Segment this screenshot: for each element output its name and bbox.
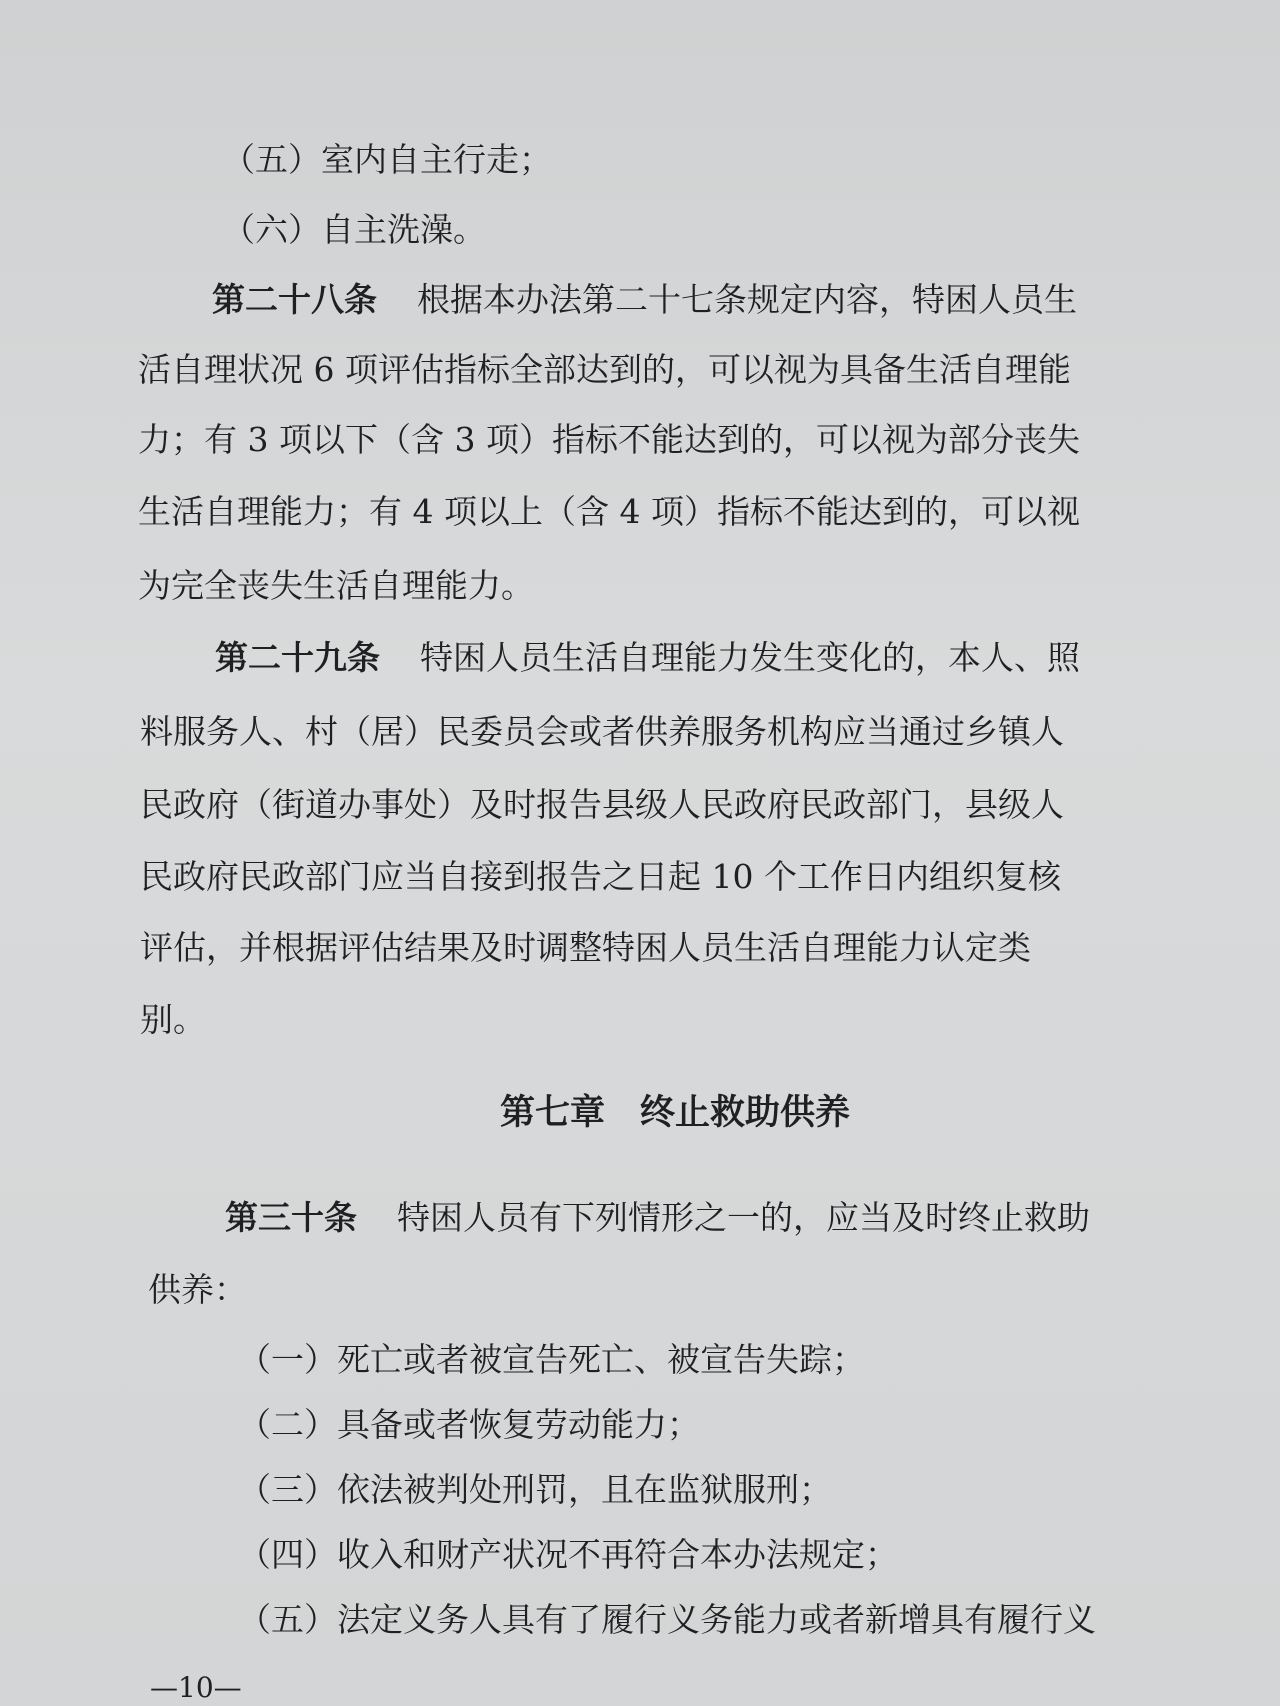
page-number: —10— <box>150 1671 242 1704</box>
item-six-bathing: （六）自主洗澡。 <box>222 210 486 249</box>
article-30-first-line <box>225 1198 1090 1238</box>
article-28-title: 第二十八条 <box>212 280 377 319</box>
article-29-first-line <box>215 638 1080 678</box>
article-30-item-5: （五）法定义务人具有了履行义务能力或者新增具有履行义 <box>238 1600 1096 1639</box>
article-30-item-2: （二）具备或者恢复劳动能力； <box>238 1405 700 1444</box>
article-28-first-line <box>212 280 1077 320</box>
article-29-line-4: 民政府民政部门应当自接到报告之日起 10 个工作日内组织复核 <box>140 857 1061 896</box>
item-five-indoor-walking: （五）室内自主行走； <box>222 140 552 179</box>
article-30-item-4: （四）收入和财产状况不再符合本办法规定； <box>238 1535 898 1574</box>
article-29-title: 第二十九条 <box>215 638 380 677</box>
article-30-item-1: （一）死亡或者被宣告死亡、被宣告失踪； <box>238 1340 865 1379</box>
article-30-title: 第三十条 <box>225 1198 357 1237</box>
article-28-line-3: 力；有 3 项以下（含 3 项）指标不能达到的，可以视为部分丧失 <box>138 420 1080 459</box>
article-29-line-2: 料服务人、村（居）民委员会或者供养服务机构应当通过乡镇人 <box>140 712 1064 751</box>
article-29-line-6: 别。 <box>140 1000 206 1039</box>
article-29-line-5: 评估，并根据评估结果及时调整特困人员生活自理能力认定类 <box>140 928 1031 967</box>
article-28-line-1: 根据本办法第二十七条规定内容，特困人员生 <box>417 280 1077 319</box>
article-30-item-3: （三）依法被判处刑罚，且在监狱服刑； <box>238 1470 832 1509</box>
article-28-line-5: 为完全丧失生活自理能力。 <box>138 566 534 605</box>
article-28-line-2: 活自理状况 6 项评估指标全部达到的，可以视为具备生活自理能 <box>138 350 1071 389</box>
chapter-heading: 第七章 终止救助供养 <box>499 1092 850 1133</box>
article-30-line-2: 供养： <box>148 1270 247 1309</box>
article-28-line-4: 生活自理能力；有 4 项以上（含 4 项）指标不能达到的，可以视 <box>138 492 1080 531</box>
article-29-line-3: 民政府（街道办事处）及时报告县级人民政府民政部门，县级人 <box>140 785 1064 824</box>
article-29-line-1: 特困人员生活自理能力发生变化的，本人、照 <box>420 638 1080 677</box>
article-30-line-1: 特困人员有下列情形之一的，应当及时终止救助 <box>397 1198 1090 1237</box>
